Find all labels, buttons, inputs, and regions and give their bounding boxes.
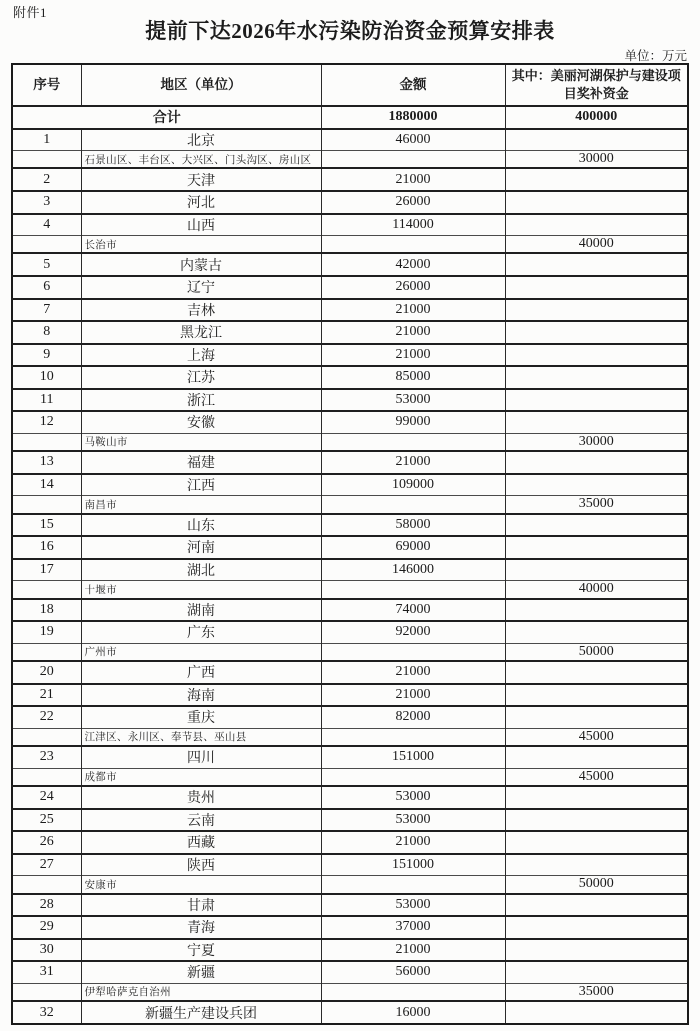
award-cell	[505, 191, 688, 214]
award-cell: 35000	[505, 496, 688, 514]
award-cell: 45000	[505, 768, 688, 786]
row-number-cell	[12, 581, 81, 599]
amount-cell	[321, 496, 505, 514]
table-row	[12, 253, 688, 276]
page-title: 提前下达2026年水污染防治资金预算安排表	[145, 19, 555, 43]
row-number-cell: 31	[39, 964, 54, 980]
region-cell: 成都市	[81, 768, 321, 786]
award-cell: 50000	[505, 643, 688, 661]
amount-cell: 1880000	[321, 106, 505, 129]
amount-cell	[321, 236, 505, 254]
region-cell: 福建	[81, 451, 321, 474]
row-number-cell: 27	[39, 856, 54, 872]
row-number-cell: 6	[43, 279, 51, 295]
table-row	[12, 236, 688, 254]
table-row	[12, 168, 688, 191]
row-number-cell	[12, 151, 81, 169]
header-no: 序号	[33, 76, 61, 92]
table-row	[12, 474, 688, 496]
row-number-cell	[12, 433, 81, 451]
row-number-cell: 28	[39, 896, 54, 912]
region-cell: 伊犁哈萨克自治州	[81, 983, 321, 1001]
region-cell: 石景山区、丰台区、大兴区、门头沟区、房山区	[81, 151, 321, 169]
region-cell: 陕西	[81, 854, 321, 876]
row-number-cell: 17	[39, 561, 54, 577]
row-number-cell: 7	[43, 301, 51, 317]
award-cell	[505, 559, 688, 581]
award-cell	[505, 1001, 688, 1024]
amount-cell: 85000	[321, 366, 505, 389]
table-row	[12, 876, 688, 894]
table-row	[12, 411, 688, 433]
table-row	[12, 191, 688, 214]
table-row	[12, 983, 688, 1001]
amount-cell: 53000	[321, 894, 505, 917]
award-cell	[505, 684, 688, 707]
award-cell	[505, 299, 688, 322]
award-cell	[505, 916, 688, 939]
amount-cell: 37000	[321, 916, 505, 939]
region-cell: 宁夏	[81, 939, 321, 962]
region-cell: 贵州	[81, 786, 321, 809]
region-cell: 河北	[81, 191, 321, 214]
region-cell: 江西	[81, 474, 321, 496]
table-row	[12, 746, 688, 768]
amount-cell: 21000	[321, 344, 505, 367]
amount-cell: 56000	[321, 961, 505, 983]
region-cell: 西藏	[81, 831, 321, 854]
award-cell	[505, 854, 688, 876]
row-number-cell: 9	[43, 346, 51, 362]
region-cell: 新疆	[81, 961, 321, 983]
row-number-cell	[12, 643, 81, 661]
award-cell	[505, 809, 688, 832]
row-number-cell: 26	[39, 834, 54, 850]
award-cell: 35000	[505, 983, 688, 1001]
row-number-cell: 16	[39, 539, 54, 555]
table-row	[12, 916, 688, 939]
amount-cell: 21000	[321, 451, 505, 474]
row-number-cell	[12, 876, 81, 894]
award-cell	[505, 214, 688, 236]
table-row	[12, 344, 688, 367]
amount-cell: 58000	[321, 514, 505, 537]
table-row	[12, 831, 688, 854]
region-cell: 天津	[81, 168, 321, 191]
award-cell	[505, 939, 688, 962]
amount-cell: 53000	[321, 809, 505, 832]
award-cell	[505, 621, 688, 643]
table-row	[12, 1001, 688, 1024]
region-cell: 新疆生产建设兵团	[81, 1001, 321, 1024]
award-cell	[505, 366, 688, 389]
award-cell	[505, 389, 688, 412]
table-row	[12, 536, 688, 559]
table-row	[12, 299, 688, 322]
award-cell	[505, 344, 688, 367]
row-number-cell: 1	[43, 131, 51, 147]
table-row	[12, 961, 688, 983]
region-cell: 甘肃	[81, 894, 321, 917]
row-number-cell: 3	[43, 194, 51, 210]
amount-cell	[321, 151, 505, 169]
award-cell	[505, 831, 688, 854]
row-number-cell: 2	[43, 171, 51, 187]
amount-cell: 151000	[321, 746, 505, 768]
row-number-cell: 25	[39, 811, 54, 827]
region-cell: 云南	[81, 809, 321, 832]
header-row	[12, 64, 688, 106]
amount-cell: 21000	[321, 168, 505, 191]
table-row	[12, 321, 688, 344]
award-cell	[505, 661, 688, 684]
amount-cell: 21000	[321, 831, 505, 854]
amount-cell	[321, 433, 505, 451]
row-number-cell: 18	[39, 601, 54, 617]
award-cell	[505, 894, 688, 917]
region-cell: 北京	[81, 129, 321, 151]
region-cell: 湖北	[81, 559, 321, 581]
amount-cell: 46000	[321, 129, 505, 151]
row-number-cell: 19	[39, 624, 54, 640]
region-cell: 四川	[81, 746, 321, 768]
table-row	[12, 559, 688, 581]
amount-cell: 21000	[321, 321, 505, 344]
amount-cell: 26000	[321, 276, 505, 299]
region-cell: 重庆	[81, 706, 321, 728]
region-cell: 广州市	[81, 643, 321, 661]
row-number-cell: 21	[39, 686, 54, 702]
unit-label: 单位：万元	[624, 49, 687, 63]
region-cell: 内蒙古	[81, 253, 321, 276]
award-cell	[505, 961, 688, 983]
table-row	[12, 151, 688, 169]
amount-cell	[321, 581, 505, 599]
row-number-cell: 22	[39, 709, 54, 725]
table-row	[12, 728, 688, 746]
table-row	[12, 106, 688, 129]
award-cell: 30000	[505, 151, 688, 169]
attachment-label: 附件1	[13, 5, 48, 20]
budget-table	[11, 63, 689, 1025]
award-cell	[505, 451, 688, 474]
award-cell: 40000	[505, 581, 688, 599]
award-cell	[505, 474, 688, 496]
row-number-cell: 30	[39, 941, 54, 957]
award-cell	[505, 536, 688, 559]
award-cell: 30000	[505, 433, 688, 451]
region-cell: 辽宁	[81, 276, 321, 299]
award-cell	[505, 411, 688, 433]
region-cell: 长治市	[81, 236, 321, 254]
award-cell	[505, 276, 688, 299]
table-row	[12, 854, 688, 876]
row-number-cell: 23	[39, 749, 54, 765]
region-cell: 安徽	[81, 411, 321, 433]
amount-cell	[321, 876, 505, 894]
award-cell	[505, 599, 688, 622]
table-row	[12, 809, 688, 832]
amount-cell: 53000	[321, 786, 505, 809]
award-cell	[505, 786, 688, 809]
award-cell	[505, 253, 688, 276]
award-cell: 45000	[505, 728, 688, 746]
table-row	[12, 894, 688, 917]
row-number-cell: 13	[39, 454, 54, 470]
amount-cell: 21000	[321, 939, 505, 962]
region-cell: 山西	[81, 214, 321, 236]
row-number-cell	[12, 496, 81, 514]
row-number-cell	[12, 768, 81, 786]
amount-cell: 114000	[321, 214, 505, 236]
award-cell	[505, 746, 688, 768]
region-cell: 南昌市	[81, 496, 321, 514]
region-cell: 河南	[81, 536, 321, 559]
amount-cell: 21000	[321, 661, 505, 684]
region-cell: 海南	[81, 684, 321, 707]
table-row	[12, 706, 688, 728]
table-body	[12, 106, 688, 1024]
award-cell	[505, 514, 688, 537]
row-number-cell	[12, 728, 81, 746]
amount-cell: 21000	[321, 299, 505, 322]
row-number-cell: 15	[39, 516, 54, 532]
amount-cell: 92000	[321, 621, 505, 643]
table-row	[12, 621, 688, 643]
amount-cell: 109000	[321, 474, 505, 496]
table-row	[12, 389, 688, 412]
amount-cell: 74000	[321, 599, 505, 622]
table-row	[12, 451, 688, 474]
row-number-cell: 12	[39, 414, 54, 430]
amount-cell: 82000	[321, 706, 505, 728]
amount-cell	[321, 643, 505, 661]
table-header	[12, 64, 688, 106]
row-number-cell: 32	[39, 1004, 54, 1020]
row-number-cell: 29	[39, 919, 54, 935]
table-row	[12, 433, 688, 451]
table-row	[12, 581, 688, 599]
row-number-cell: 10	[39, 369, 54, 385]
table-row	[12, 276, 688, 299]
region-cell: 上海	[81, 344, 321, 367]
amount-cell: 146000	[321, 559, 505, 581]
table-row	[12, 514, 688, 537]
region-cell: 合计	[152, 111, 181, 127]
amount-cell: 99000	[321, 411, 505, 433]
region-cell: 马鞍山市	[81, 433, 321, 451]
amount-cell: 26000	[321, 191, 505, 214]
header-region: 地区（单位）	[81, 64, 321, 106]
award-cell: 40000	[505, 236, 688, 254]
row-number-cell	[12, 236, 81, 254]
award-cell	[505, 168, 688, 191]
amount-cell	[321, 768, 505, 786]
region-cell: 广西	[81, 661, 321, 684]
amount-cell	[321, 728, 505, 746]
table-row	[12, 939, 688, 962]
region-cell: 青海	[81, 916, 321, 939]
table-row	[12, 129, 688, 151]
table-row	[12, 684, 688, 707]
table-row	[12, 366, 688, 389]
amount-cell: 16000	[321, 1001, 505, 1024]
table-row	[12, 661, 688, 684]
award-cell	[505, 706, 688, 728]
table-row	[12, 599, 688, 622]
row-number-cell	[12, 983, 81, 1001]
region-cell: 吉林	[81, 299, 321, 322]
amount-cell	[321, 983, 505, 1001]
award-cell	[505, 129, 688, 151]
row-number-cell: 8	[43, 324, 51, 340]
table-row	[12, 214, 688, 236]
header-award: 其中：美丽河湖保护与建设项目奖补资金	[505, 64, 688, 106]
region-cell: 十堰市	[81, 581, 321, 599]
table-row	[12, 786, 688, 809]
header-amount: 金额	[321, 64, 505, 106]
table-row	[12, 496, 688, 514]
table-row	[12, 643, 688, 661]
row-number-cell: 14	[39, 476, 54, 492]
region-cell: 湖南	[81, 599, 321, 622]
row-number-cell: 20	[39, 664, 54, 680]
row-number-cell: 4	[43, 216, 51, 232]
table-row	[12, 768, 688, 786]
amount-cell: 69000	[321, 536, 505, 559]
region-cell: 广东	[81, 621, 321, 643]
region-cell: 安康市	[81, 876, 321, 894]
amount-cell: 42000	[321, 253, 505, 276]
award-cell	[505, 321, 688, 344]
region-cell: 黑龙江	[81, 321, 321, 344]
row-number-cell: 5	[43, 256, 51, 272]
region-cell: 浙江	[81, 389, 321, 412]
amount-cell: 21000	[321, 684, 505, 707]
row-number-cell: 11	[40, 391, 54, 407]
amount-cell: 53000	[321, 389, 505, 412]
amount-cell: 151000	[321, 854, 505, 876]
row-number-cell: 24	[39, 789, 54, 805]
award-cell: 400000	[505, 106, 688, 129]
award-cell: 50000	[505, 876, 688, 894]
region-cell: 江津区、永川区、奉节县、巫山县	[81, 728, 321, 746]
region-cell: 江苏	[81, 366, 321, 389]
region-cell: 山东	[81, 514, 321, 537]
